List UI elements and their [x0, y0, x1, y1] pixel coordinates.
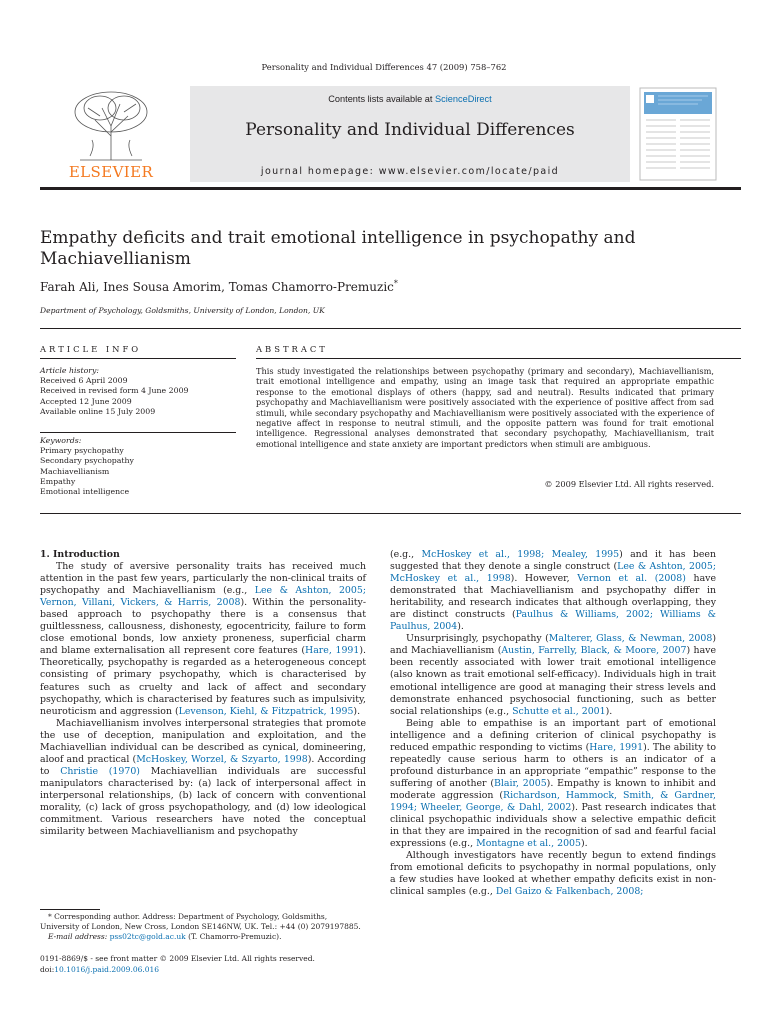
paragraph: [390, 549, 716, 633]
citation-link[interactable]: Del Gaizo & Falkenbach, 2008;: [495, 886, 644, 898]
citation-link[interactable]: Christie (1970): [60, 765, 140, 777]
paragraph: [390, 850, 716, 898]
sciencedirect-link[interactable]: ScienceDirect: [435, 94, 492, 104]
email-suffix: (T. Chamorro-Premuzic).: [185, 932, 282, 941]
body-text: ) and it has been suggested that they denote a single construct (: [390, 549, 716, 573]
keyword: Machiavellianism: [40, 466, 110, 476]
citation-link[interactable]: Vernon et al. (2008): [577, 573, 686, 585]
contents-line: [190, 94, 630, 104]
doi-line: [40, 965, 366, 976]
body-column-left: [40, 549, 366, 838]
citation-link[interactable]: Schutte et al., 2001: [512, 705, 606, 717]
body-text: Being able to empathise is an important part of emotional intelligence and a defining criterion of clinical psychopathy is reduced empathic responding to victims (: [390, 717, 716, 753]
email-line: [40, 932, 366, 942]
header-rule: [40, 187, 741, 190]
body-text: ). According to: [40, 753, 367, 777]
citation-link[interactable]: Hare, 1991: [305, 645, 360, 657]
keyword: Emotional intelligence: [40, 487, 130, 497]
divider: [256, 358, 741, 359]
doi-label: doi:: [40, 964, 55, 974]
body-text: ). Theoretically, psychopathy is regarded as a heterogeneous concept consisting of primary psychopathy, which is characterised by features such as cruelty and lack of affect and secondary psychopathy, which is characterised by features such as impulsivity, neuroticism and aggression (: [40, 645, 366, 717]
keyword: Empathy: [40, 476, 76, 486]
running-head: Personality and Individual Differences 47 (2009) 758–762: [261, 62, 507, 72]
journal-banner: [190, 86, 630, 182]
keyword: Secondary psychopathy: [40, 456, 134, 466]
journal-cover-thumbnail-icon: [638, 86, 718, 182]
email-label: E-mail address:: [48, 932, 110, 941]
body-text: ). The ability to repeatedly cause serious harm to others is an indicator of a profound disturbance in an appropriate “empathic” response to the suffering of another (: [390, 741, 717, 789]
body-text: ).: [605, 705, 613, 717]
affiliation: Department of Psychology, Goldsmiths, University of London, London, UK: [40, 306, 325, 315]
keywords-label: Keywords:: [40, 436, 82, 445]
divider: [40, 513, 741, 514]
abstract-text: This study investigated the relationships between psychopathy (primary and secondary), Machiavellianism, trait emotional intelligence and empathy, using an image task that required an appropriate empathic response to the emotional displays of others (happy, sad and neutral). Results indicated that primary psychopathy and Machiavellianism were positively associated with the experience of positive affect from sad stimuli, while secondary psychopathy and Machiavellianism were positively associated with the experience of negative affect in response to neutral stimuli, and the opposite pattern was found for trait emotional intelligence. Regressional analyses demonstrated that secondary psychopathy, Machiavellianism, trait emotional intelligence and state anxiety are important predictors when stimuli are ambiguous.: [256, 366, 714, 449]
section-heading: 1. Introduction: [40, 549, 120, 560]
corresponding-author-note: * Corresponding author. Address: Department of Psychology, Goldsmiths, University of London, New Cross, London SE146NW, UK. Tel.: +44 (0) 2079197885.: [40, 912, 361, 931]
body-text: ) and Machiavellianism (: [390, 633, 716, 657]
divider: [40, 432, 236, 433]
citation-link[interactable]: Paulhus & Williams, 2002; Williams & Paulhus, 2004: [390, 609, 716, 633]
paragraph: [40, 718, 366, 838]
citation-link[interactable]: Lee & Ashton, 2005; McHoskey et al., 1998: [390, 561, 716, 585]
citation-link[interactable]: McHoskey et al., 1998; Mealey, 1995: [421, 549, 620, 560]
paragraph: [390, 633, 716, 717]
email-link[interactable]: pss02tc@gold.ac.uk: [109, 932, 186, 941]
divider: [40, 358, 236, 359]
issn-block: [40, 954, 366, 975]
article-history: [40, 366, 236, 417]
body-text: (e.g.,: [390, 549, 422, 560]
article-title: Empathy deficits and trait emotional intelligence in psychopathy and Machiavellianism: [40, 228, 636, 269]
body-text: ).: [580, 838, 588, 850]
body-text: Machiavellianism involves interpersonal strategies that promote the use of deception, manipulation and exploitation, and the Machiavellian individual can be described as cynical, domineering, aloof and practical (: [40, 717, 366, 765]
body-text: ). Within the personality-based approach to psychopathy there is a consensus that guiltlessness, callousness, dishonesty, egocentricity, failure to form close emotional bonds, low anxiety proneness, superficial charm and blame externalisation all represent core features (: [40, 597, 366, 657]
body-text: ).: [353, 705, 361, 717]
authors: Farah Ali, Ines Sousa Amorim, Tomas Chamorro-Premuzic: [40, 280, 394, 294]
history-label: Article history:: [40, 366, 100, 375]
history-item: Available online 15 July 2009: [40, 406, 156, 416]
body-text: Machiavellian individuals are successful manipulators characterised by: (a) lack of interpersonal affect in interpersonal relationships, (b) lack of concern with conventional morality, (c) lack of gross psychopathology, and (d) low ideological commitment. Various researchers have noted the conceptual similarity between Machiavellianism and psychopathy: [40, 765, 366, 838]
body-text: Although investigators have recently begun to extend findings from emotional deficits to psychopathy in normal populations, only a few studies have looked at whether empathy deficits exist in non-clinical samples (e.g.,: [390, 850, 716, 898]
body-text: ). Empathy is known to inhibit and moderate aggression (: [390, 777, 716, 801]
citation-link[interactable]: Hare, 1991: [589, 741, 644, 753]
footnote: [40, 912, 366, 942]
journal-homepage[interactable]: journal homepage: www.elsevier.com/locate/paid: [260, 166, 560, 177]
corresponding-author-mark[interactable]: *: [393, 279, 398, 288]
divider: [40, 328, 741, 329]
contents-prefix: Contents lists available at: [328, 94, 436, 104]
author-list: [40, 279, 398, 294]
citation-link[interactable]: Montagne et al., 2005: [476, 838, 581, 850]
journal-title: Personality and Individual Differences: [245, 120, 575, 140]
publisher-wordmark: ELSEVIER: [68, 163, 154, 181]
body-text: The study of aversive personality traits has received much attention in the past few years, particularly the non-clinical traits of psychopathy and Machiavellianism (e.g.,: [40, 561, 366, 597]
footnote-rule: [40, 909, 100, 910]
body-text: ) have been recently associated with lower trait emotional intelligence (also known as trait emotional self-efficacy). Individuals high in trait emotional intelligence are good at managing their stress levels and demonstrate enhanced psychosocial functioning, such as better social relationships (e.g.,: [390, 645, 716, 717]
citation-link[interactable]: Austin, Farrelly, Black, & Moore, 2007: [501, 645, 687, 657]
body-text: ). Past research indicates that clinical psychopathic individuals show a selective empathic deficit in that they are impaired in the recognition of sad and fearful facial expressions (e.g.,: [390, 801, 716, 850]
citation-link[interactable]: Malterer, Glass, & Newman, 2008: [548, 633, 713, 645]
paragraph: [40, 561, 366, 718]
citation-link[interactable]: Levenson, Kiehl, & Fitzpatrick, 1995: [178, 705, 354, 717]
issn-line: 0191-8869/$ - see front matter © 2009 Elsevier Ltd. All rights reserved.: [40, 954, 315, 963]
keywords: [40, 436, 236, 497]
body-text: Unsurprisingly, psychopathy (: [406, 633, 549, 645]
history-item: Received 6 April 2009: [40, 376, 128, 386]
abstract-heading: ABSTRACT: [256, 344, 328, 354]
body-text: ).: [457, 621, 464, 633]
citation-link[interactable]: Lee & Ashton, 2005; Vernon, Villani, Vickers, & Harris, 2008: [40, 585, 366, 609]
citation-link[interactable]: Blair, 2005: [494, 777, 547, 789]
history-item: Received in revised form 4 June 2009: [40, 386, 189, 396]
keyword: Primary psychopathy: [40, 446, 124, 456]
citation-link[interactable]: Richardson, Hammock, Smith, & Gardner, 1994; Wheeler, George, & Dahl, 2002: [390, 789, 716, 813]
citation-link[interactable]: McHoskey, Worzel, & Szyarto, 1998: [136, 753, 308, 765]
body-column-right: [390, 549, 716, 898]
history-item: Accepted 12 June 2009: [40, 396, 132, 406]
body-text: ). However,: [510, 573, 578, 585]
paragraph: [390, 718, 716, 851]
article-info-heading: ARTICLE INFO: [40, 344, 142, 354]
body-text: have demonstrated that Machiavellianism and psychopathy differ in heritability, and research indicates that although overlapping, they are distinct constructs (: [390, 573, 717, 621]
abstract-copyright: © 2009 Elsevier Ltd. All rights reserved.: [544, 479, 714, 489]
doi-link[interactable]: 10.1016/j.paid.2009.06.016: [54, 964, 160, 974]
